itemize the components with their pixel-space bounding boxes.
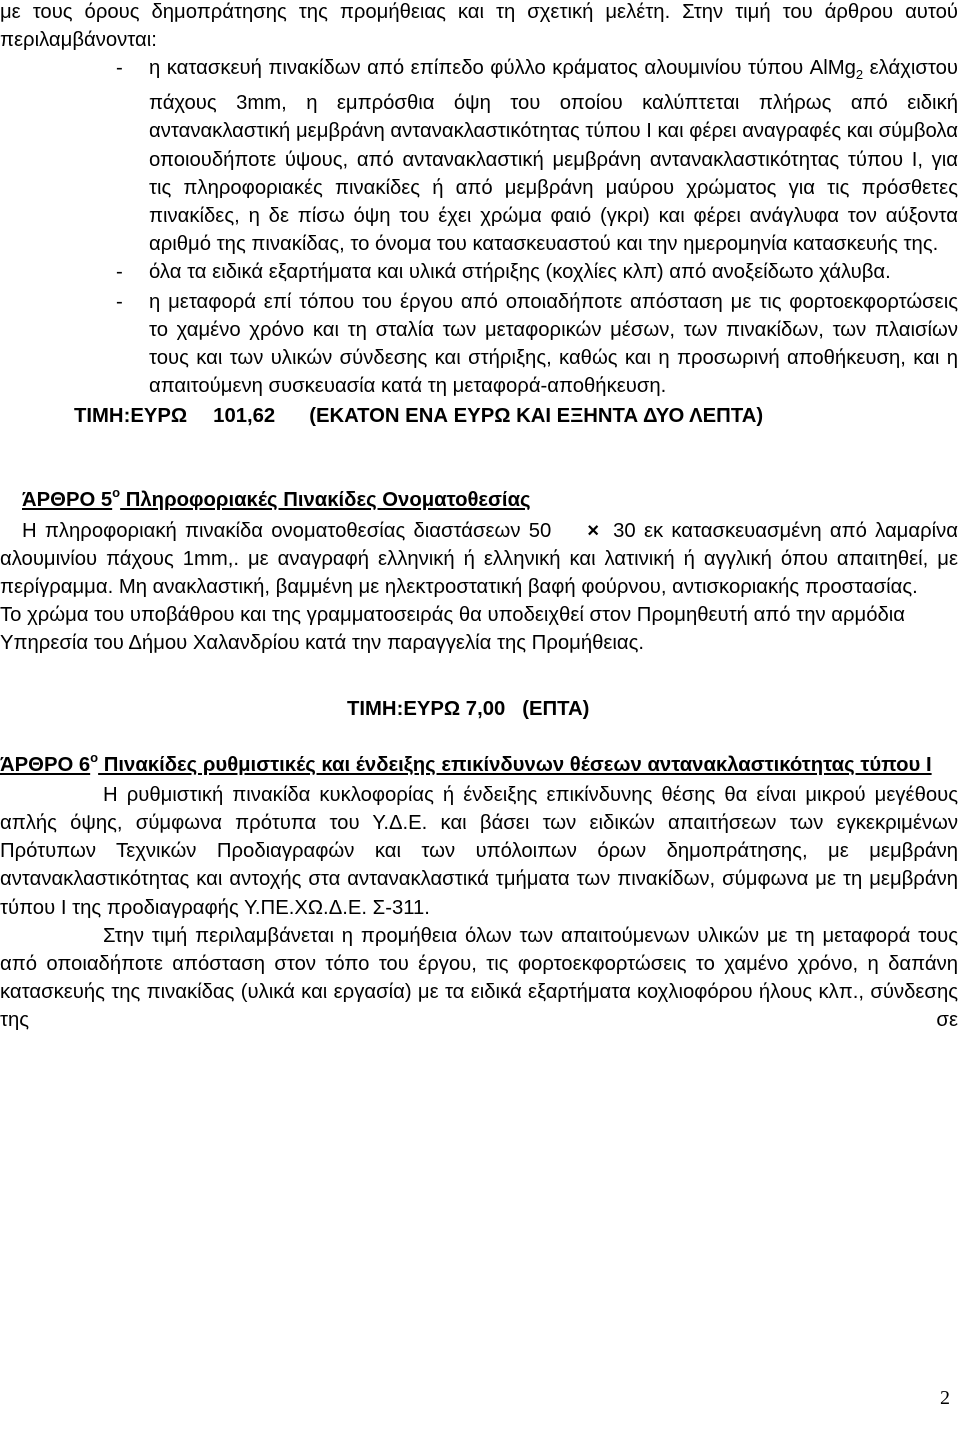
price-label: ΤΙΜΗ:ΕΥΡΩ bbox=[74, 405, 188, 428]
list-item bbox=[0, 54, 958, 258]
list-item bbox=[0, 288, 958, 400]
article-5-color-paragraph: Το χρώμα του υποβάθρου και της γραμματοσειράς θα υποδειχθεί στον Προμηθευτή από την αρμόδια Υπηρεσία του Δήμου Χαλανδρίου κατά την παραγγελία της Προμήθειας. bbox=[0, 603, 906, 654]
price-words: (ΕΠΤΑ) bbox=[522, 698, 590, 721]
price-line-1 bbox=[0, 402, 958, 430]
list-item bbox=[0, 258, 958, 286]
price-amount: 101,62 bbox=[213, 405, 276, 428]
list-dash: - bbox=[116, 290, 123, 313]
article-6-paragraph-2: Στην τιμή περιλαμβάνεται η προμήθεια όλων των απαιτούμενων υλικών με τη μεταφορά τους από οποιαδήποτε απόσταση στον τόπο του έργου, τις φορτοεκφορτώσεις το χαμένο χρόνο, η δαπάνη κατασκευής της πινακίδας (υλικά και εργασία) με τα ειδικά εξαρτήματα κοχλιοφόρου ήλους κλπ., σύνδεσης της σε bbox=[0, 924, 958, 1031]
article-5-body-a: Η πληροφοριακή πινακίδα ονοματοθεσίας διαστάσεων 50 bbox=[22, 519, 552, 542]
article-5-body-b: 30 εκ κατασκευασμένη από λαμαρίνα αλουμινίου πάχους 1mm,. με αναγραφή ελληνική ή ελληνική και λατινική ή αγγλική όπου απαιτηθεί, με περίγραμμα. Μη ανακλαστική, βαμμένη με ηλεκτροστατική βαφή φούρνου, αντισκοριακής προστασίας. bbox=[0, 519, 959, 598]
article-6-heading bbox=[0, 751, 958, 781]
article-5-prefix: ΆΡΘΡΟ 5 bbox=[22, 489, 113, 512]
price-line-2 bbox=[0, 695, 958, 723]
list-dash: - bbox=[116, 260, 123, 283]
price-words: (ΕΚΑΤΟΝ ΕΝΑ ΕΥΡΩ ΚΑΙ ΕΞΗΝΤΑ ΔΥΟ ΛΕΠΤΑ) bbox=[309, 405, 764, 428]
article-6-sup: ο bbox=[90, 750, 99, 766]
subscript: 2 bbox=[855, 67, 864, 83]
list-item-text-b: ελάχιστου πάχους 3mm, η εμπρόσθια όψη του οποίου καλύπτεται πλήρως από ειδική αντανακλαστική μεμβράνη αντανακλαστικότητας τύπου Ι και φέρει αναγραφές και σύμβολα οποιουδήποτε ύψους, από αντανακλαστική μεμβράνη αντανακλαστικότητας τύπου Ι, για τις πληροφοριακές πινακίδες ή από μεμβράνη μαύρου χρώματος για τις πρόσθετες πινακίδες, η δε πίσω όψη του έχει χρώμα φαιό (γκρι) και φέρει ανάγλυφα τον αύξοντα αριθμό της πινακίδας, το όνομα του κατασκευαστού και την ημερομηνία κατασκευής της. bbox=[149, 57, 958, 255]
article-6-prefix: ΆΡΘΡΟ 6 bbox=[0, 754, 91, 777]
page-number: 2 bbox=[940, 1387, 950, 1409]
article-6-title: Πινακίδες ρυθμιστικές και ένδειξης επικίνδυνων θέσεων αντανακλαστικότητας τύπου Ι bbox=[98, 754, 932, 777]
article-5-title: Πληροφοριακές Πινακίδες Ονοματοθεσίας bbox=[120, 489, 531, 512]
list-item-text: η μεταφορά επί τόπου του έργου από οποιαδήποτε απόσταση με τις φορτοεκφορτώσεις το χαμένο χρόνο και τη σταλία των μεταφορικών μέσων, των πινακίδων, των πλαισίων τους και των υλικών σύνδεσης και στήριξης, καθώς και η προσωρινή αποθήκευση, και η απαιτούμενη συσκευασία κατά τη μεταφορά-αποθήκευση. bbox=[149, 290, 958, 398]
article-5-heading bbox=[0, 486, 958, 516]
intro-paragraph: με τους όρους δημοπράτησης της προμήθειας και τη σχετική μελέτη. Στην τιμή του άρθρου αυτού περιλαμβάνονται: bbox=[0, 1, 958, 52]
list-item-text: όλα τα ειδικά εξαρτήματα και υλικά στήριξης (κοχλίες κλπ) από ανοξείδωτο χάλυβα. bbox=[149, 260, 891, 283]
article-5-sup: ο bbox=[112, 485, 121, 501]
price-label: ΤΙΜΗ:ΕΥΡΩ 7,00 bbox=[347, 698, 506, 721]
article-6-paragraph-1: Η ρυθμιστική πινακίδα κυκλοφορίας ή ένδειξης επικίνδυνης θέσης θα είναι μικρού μεγέθους απλής όψης, σύμφωνα πρότυπα του Υ.Δ.Ε. και βάσει των ειδικών απαιτήσεων των εγκεκριμένων Πρότυπων Τεχνικών Προδιαγραφών και των υπόλοιπων όρων δημοπράτησης, με μεμβράνη αντανακλαστικότητας και αντοχής στα αντανακλαστικά τμήματα των πινακίδων, σύμφωνα με τη μεμβράνη τύπου Ι της προδιαγραφής Υ.ΠΕ.ΧΩ.Δ.Ε. Σ-311. bbox=[0, 784, 958, 919]
list-item-text-a: η κατασκευή πινακίδων από επίπεδο φύλλο κράματος αλουμινίου τύπου AlMg bbox=[149, 57, 856, 80]
list-dash: - bbox=[116, 57, 123, 80]
article-5-body bbox=[0, 517, 958, 601]
times-symbol: × bbox=[587, 519, 600, 542]
